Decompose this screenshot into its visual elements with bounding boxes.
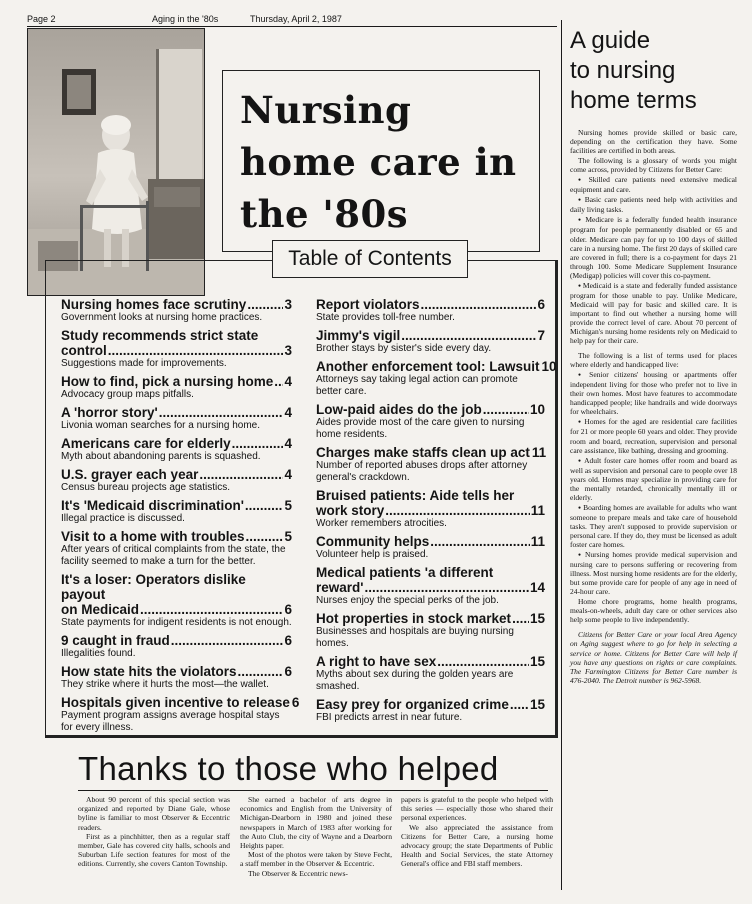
sidebar-title: A guide to nursing home terms <box>570 27 697 114</box>
glossary-paragraph: ● Boarding homes are available for adults who want someone to prepare meals and take care of household tasks. They aren't supposed to provide supervision or personal care. If they do, they must be licensed as adult foster care homes. <box>570 503 737 549</box>
glossary-paragraph: ● Senior citizens' housing or apartments offer independent living for those who prefer not to live in their own homes. Most have features to accommodate handicapped people; like handrails and wide doorways for wheelchairs. <box>570 370 737 416</box>
toc-entry: Americans care for elderly ..... 4 Myth about abandoning parents is squashed. <box>61 436 292 463</box>
toc-entry: It's 'Medicaid discrimination' ..... 5 Illegal practice is discussed. <box>61 498 292 525</box>
toc-heading: Table of Contents <box>272 240 468 278</box>
toc-entry: A 'horror story' ..... 4 Livonia woman searches for a nursing home. <box>61 405 292 432</box>
section-title <box>240 84 540 240</box>
glossary-paragraph: ● Adult foster care homes offer room and board as well as supervision and personal care to people over 18 years old. Homes may specialize in providing care for the mentally retarded, chronically mentally ill or elderly. <box>570 456 737 502</box>
toc-entry: 9 caught in fraud ..... 6 Illegalities found. <box>61 633 292 660</box>
toc-entry: A right to have sex ..... 15 Myths about sex during the golden years are smashed. <box>316 654 545 693</box>
glossary-paragraph: ● Nursing homes provide medical supervision and nursing care to persons suffering or recovering from illness. Most nursing home residents are for the elderly, but some provide care for people of any age in need of 24-hour care. <box>570 550 737 596</box>
page-number: Page 2 <box>27 14 56 24</box>
toc-entry: Visit to a home with troubles ..... 5 After years of critical complaints from the state, the facility seemed to make a turn for the better. <box>61 529 292 568</box>
toc-entry: Easy prey for organized crime ..... 15 FBI predicts arrest in near future. <box>316 697 545 724</box>
glossary-paragraph: ● Medicaid is a state and federally funded assistance program for those unable to pay. Unlike Medicare, Medicaid will pay for basic and skilled care. It is important to find out whether a nursing home will provide the correct level of care. About 70 percent of Michigan's nursing home residents rely on Medicaid to help pay for their care. <box>570 281 737 345</box>
toc-entry: Community helps ..... 11 Volunteer help is praised. <box>316 534 545 561</box>
glossary-paragraph: The following is a list of terms used for places where elderly and handicapped live: <box>570 351 737 370</box>
glossary-paragraph: ● Homes for the aged are residential care facilities for 21 or more people 60 years and older. They provide room and board, recreation, supervision and personal care assistance, like bathing, dressing and grooming. <box>570 417 737 454</box>
thanks-column-3: papers is grateful to the people who helped with this series — especially those who shared their personal experiences. We also appreciated the assistance from Citizens for Better Care, a nursing home advocacy group; the state Departments of Public Health and Social Services, the state Attorney General's office and FBI staff members. <box>401 795 553 869</box>
thanks-column-1: About 90 percent of this special section was organized and reported by Diane Gale, whose byline is familiar to most Observer & Eccentric readers. First as a pinchhitter, then as a regular staff member, Gale has covered city halls, schools and Suburban Life section features for most of the editions. Currently, she covers Canton Township. <box>78 795 230 869</box>
toc-entry: Low-paid aides do the job ..... 10 Aides provide most of the care given to nursing home residents. <box>316 402 545 441</box>
thanks-rule <box>78 790 548 791</box>
toc-entry: How state hits the violators ..... 6 They strike where it hurts the most—the wallet. <box>61 664 292 691</box>
toc-entry: Hospitals given incentive to release 6 Payment program assigns average hospital stays for every illness. <box>61 695 300 733</box>
photo-image <box>28 29 205 296</box>
thanks-column-2: She earned a bachelor of arts degree in economics and English from the University of Michigan-Dearborn in 1980 and joined these newspapers in March of 1983 after working for the Auto Club, the city of Wayne and a Dearborn Heights paper. Most of the photos were taken by Steve Fecht, a staff member in the Observer & Eccentric. The Observer & Eccentric news- <box>240 795 392 878</box>
toc-entry: Nursing homes face scrutiny ..... 3 Government looks at nursing home practices. <box>61 297 292 324</box>
issue-date: Thursday, April 2, 1987 <box>250 14 342 24</box>
glossary-paragraph: Citizens for Better Care or your local Area Agency on Aging suggest where to go for help in selecting a service or home. Citizens for Better Care will help if you have any questions on rights or care complaints. The Farmington Citizens for Better Care number is 476-2040. The Detroit number is 962-5968. <box>570 630 737 685</box>
toc-entry: Jimmy's vigil ..... 7 Brother stays by sister's side every day. <box>316 328 545 355</box>
column-rule <box>561 20 562 890</box>
toc-entry: Report violators ..... 6 State provides toll-free number. <box>316 297 545 324</box>
header-rule <box>27 26 557 27</box>
glossary-paragraph: ● Skilled care patients need extensive medical equipment and care. <box>570 175 737 194</box>
thanks-heading: Thanks to those who helped <box>78 750 499 787</box>
glossary-paragraph: Nursing homes provide skilled or basic care, depending on the certification they have. Some facilities are certified in both areas. <box>570 128 737 156</box>
toc-left-column <box>61 297 300 738</box>
toc-entry: U.S. grayer each year ..... 4 Census bureau projects age statistics. <box>61 467 292 494</box>
toc-entry: Another enforcement tool: Lawsuit 10 Attorneys say taking legal action can promote better care. <box>316 359 557 397</box>
toc-entry: Medical patients 'a different reward' ..... 14 Nurses enjoy the special perks of the job. <box>316 565 545 607</box>
title-line-3: the '80s <box>240 192 409 236</box>
glossary-paragraph: ● Basic care patients need help with activities and daily living tasks. <box>570 195 737 214</box>
photo-elderly-woman <box>27 28 205 296</box>
toc-entry: Charges make staffs clean up act 11 Number of reported abuses drops after attorney general's crackdown. <box>316 445 547 483</box>
glossary-paragraph: ● Medicare is a federally funded health insurance program for people permanently disabled or 65 and older. Medicare can pay for up to 100 days of skilled care in a nursing home. The first 20 days of skilled care are covered in full; there is a co-payment for days 21 through 100. Some Medicare Supplement Insurance (Medigap) policies will cover this co-payment. <box>570 215 737 279</box>
toc-entry: Hot properties in stock market ..... 15 Businesses and hospitals are buying nursing homes. <box>316 611 545 650</box>
toc-right-column <box>316 297 557 728</box>
title-line-2: home care in <box>240 140 517 184</box>
section-name: Aging in the '80s <box>152 14 219 24</box>
glossary-paragraph: Home chore programs, home health programs, meals-on-wheels, adult day care or other services also help some people to live independently. <box>570 597 737 625</box>
glossary-paragraph: The following is a glossary of words you might come across, provided by Citizens for Better Care: <box>570 156 737 175</box>
toc-entry: How to find, pick a nursing home ..... 4 Advocacy group maps pitfalls. <box>61 374 292 401</box>
toc-entry: Study recommends strict state control ..... 3 Suggestions made for improvements. <box>61 328 292 370</box>
title-line-1: Nursing <box>240 88 412 132</box>
toc-entry: It's a loser: Operators dislike payout on Medicaid ..... 6 State payments for indigent residents is not enough. <box>61 572 292 629</box>
toc-entry: Bruised patients: Aide tells her work story ..... 11 Worker remembers atrocities. <box>316 488 545 530</box>
sidebar-glossary <box>570 128 737 686</box>
